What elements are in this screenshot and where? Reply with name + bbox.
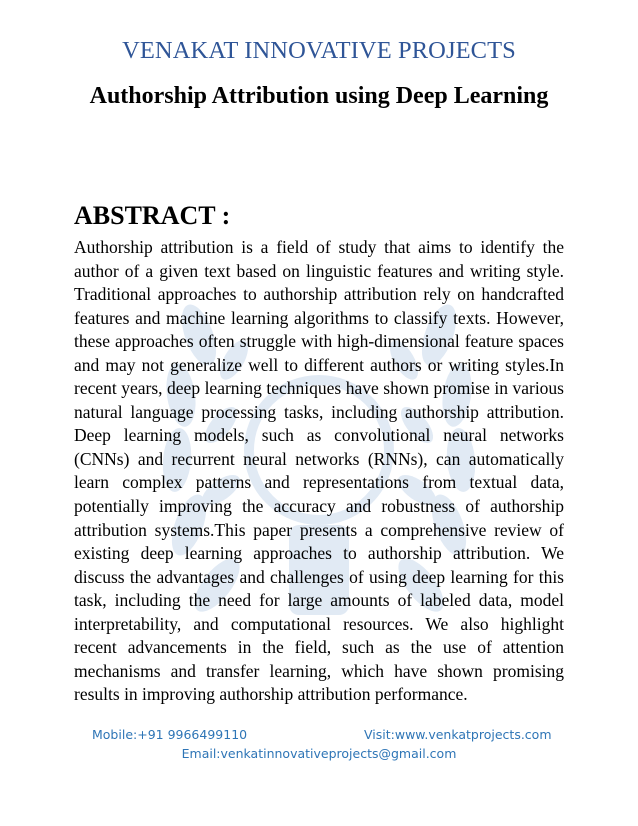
footer-email: Email:venkatinnovativeprojects@gmail.com (181, 746, 457, 761)
footer-mobile: Mobile:+91 9966499110 (92, 727, 248, 742)
org-name: VENAKAT INNOVATIVE PROJECTS (122, 37, 516, 64)
footer-website: Visit:www.venkatprojects.com (364, 727, 552, 742)
document-title: Authorship Attribution using Deep Learning (89, 83, 549, 109)
abstract-body: Authorship attribution is a field of study that aims to identify the author of a given text based on linguistic features and writing style. Traditional approaches to authorship attribution rely on handcrafted features and machine learning algorithms to classify texts. However, these approaches often struggle with high-dimensional feature spaces and may not generalize well to different authors or writing styles.In recent years, deep learning techniques have shown promise in various natural language processing tasks, including authorship attribution. Deep learning models, such as convolutional neural networks (CNNs) and recurrent neural networks (RNNs), can automatically learn complex patterns and representations from textual data, potentially improving the accuracy and robustness of authorship attribution systems.This paper presents a comprehensive review of existing deep learning approaches to authorship attribution. We discuss the advantages and challenges of using deep learning for this task, including the need for large amounts of labeled data, model interpretability, and computational resources. We also highlight recent advancements in the field, such as the use of attention mechanisms and transfer learning, which have shown promising results in improving authorship attribution performance. (74, 237, 564, 705)
abstract-heading: ABSTRACT : (74, 201, 231, 230)
